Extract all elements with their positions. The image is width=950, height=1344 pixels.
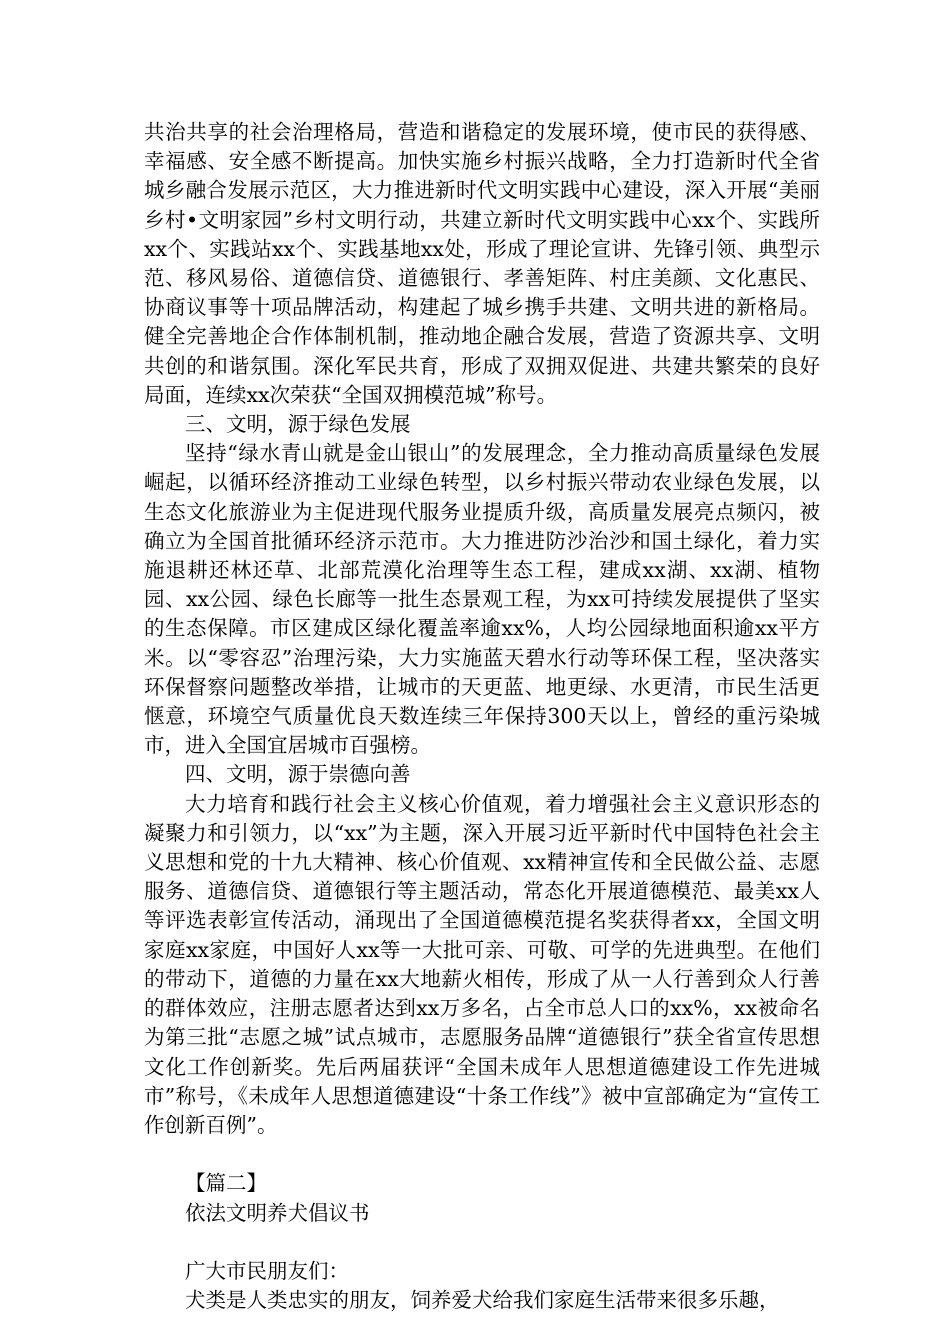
- salutation: 广大市民朋友们：: [185, 1258, 349, 1283]
- blank-line: [144, 1228, 820, 1257]
- document-title: 依法文明养犬倡议书: [185, 1200, 370, 1225]
- body-paragraph-1: 共治共享的社会治理格局，营造和谐稳定的发展环境，使市民的获得感、幸福感、安全感不断提高。加快实施乡村振兴战略，全力打造新时代全省城乡融合发展示范区，大力推进新时代文明实践中心建设，深入开展“美丽乡村•文明家园”乡村文明行动，共建立新时代文明实践中心xx个、实践所xx个、实践站xx个、实践基地xx处，形成了理论宣讲、先锋引领、典型示范、移风易俗、道德信贷、道德银行、孝善矩阵、村庄美颜、文化惠民、协商议事等十项品牌活动，构建起了城乡携手共建、文明共进的新格局。健全完善地企合作体制机制，推动地企融合发展，营造了资源共享、文明共创的和谐氛围。深化军民共育，形成了双拥双促进、共建共繁荣的良好局面，连续xx次荣获“全国双拥模范城”称号。: [144, 120, 820, 407]
- body-paragraph-2: 坚持“绿水青山就是金山银山”的发展理念，全力推动高质量绿色发展崛起，以循环经济推动工业绿色转型，以乡村振兴带动农业绿色发展，以生态文化旅游业为主促进现代服务业提质升级，高质量发展亮点频闪，被确立为全国首批循环经济示范市。大力推进防沙治沙和国土绿化，着力实施退耕还林还草、北部荒漠化治理等生态工程，建成xx湖、xx湖、植物园、xx公园、绿色长廊等一批生态景观工程，为xx可持续发展提供了坚实的生态保障。市区建成区绿化覆盖率逾xx%，人均公园绿地面积逾xx平方米。以“零容忍”治理污染，大力实施蓝天碧水行动等环保工程，坚决落实环保督察问题整改举措，让城市的天更蓝、地更绿、水更清，市民生活更惬意，环境空气质量优良天数连续三年保持300天以上，曾经的重污染城市，进入全国宜居城市百强榜。: [144, 441, 820, 758]
- blank-line: [144, 1140, 820, 1169]
- section-heading-4: 四、文明，源于崇德向善: [185, 762, 411, 787]
- body-paragraph-4: 犬类是人类忠实的朋友，饲养爱犬给我们家庭生活带来很多乐趣，: [185, 1288, 780, 1313]
- document-page: [144, 118, 820, 1315]
- section-heading-3: 三、文明，源于绿色发展: [185, 412, 411, 437]
- body-paragraph-3: 大力培育和践行社会主义核心价值观，着力增强社会主义意识形态的凝聚力和引领力，以“xx”为主题，深入开展习近平新时代中国特色社会主义思想和党的十九大精神、核心价值观、xx精神宣传和全民做公益、志愿服务、道德信贷、道德银行等主题活动，常态化开展道德模范、最美xx人等评选表彰宣传活动，涌现出了全国道德模范提名奖获得者xx，全国文明家庭xx家庭，中国好人xx等一大批可亲、可敬、可学的先进典型。在他们的带动下，道德的力量在xx大地薪火相传，形成了从一人行善到众人行善的群体效应，注册志愿者达到xx万多名，占全市总人口的xx%，xx被命名为第三批“志愿之城”试点城市，志愿服务品牌“道德银行”获全省宣传思想文化工作创新奖。先后两届获评“全国未成年人思想道德建设工作先进城市”称号，《未成年人思想道德建设“十条工作线”》被中宣部确定为“宣传工作创新百例”。: [144, 791, 820, 1137]
- section-label: 【篇二】: [185, 1171, 267, 1196]
